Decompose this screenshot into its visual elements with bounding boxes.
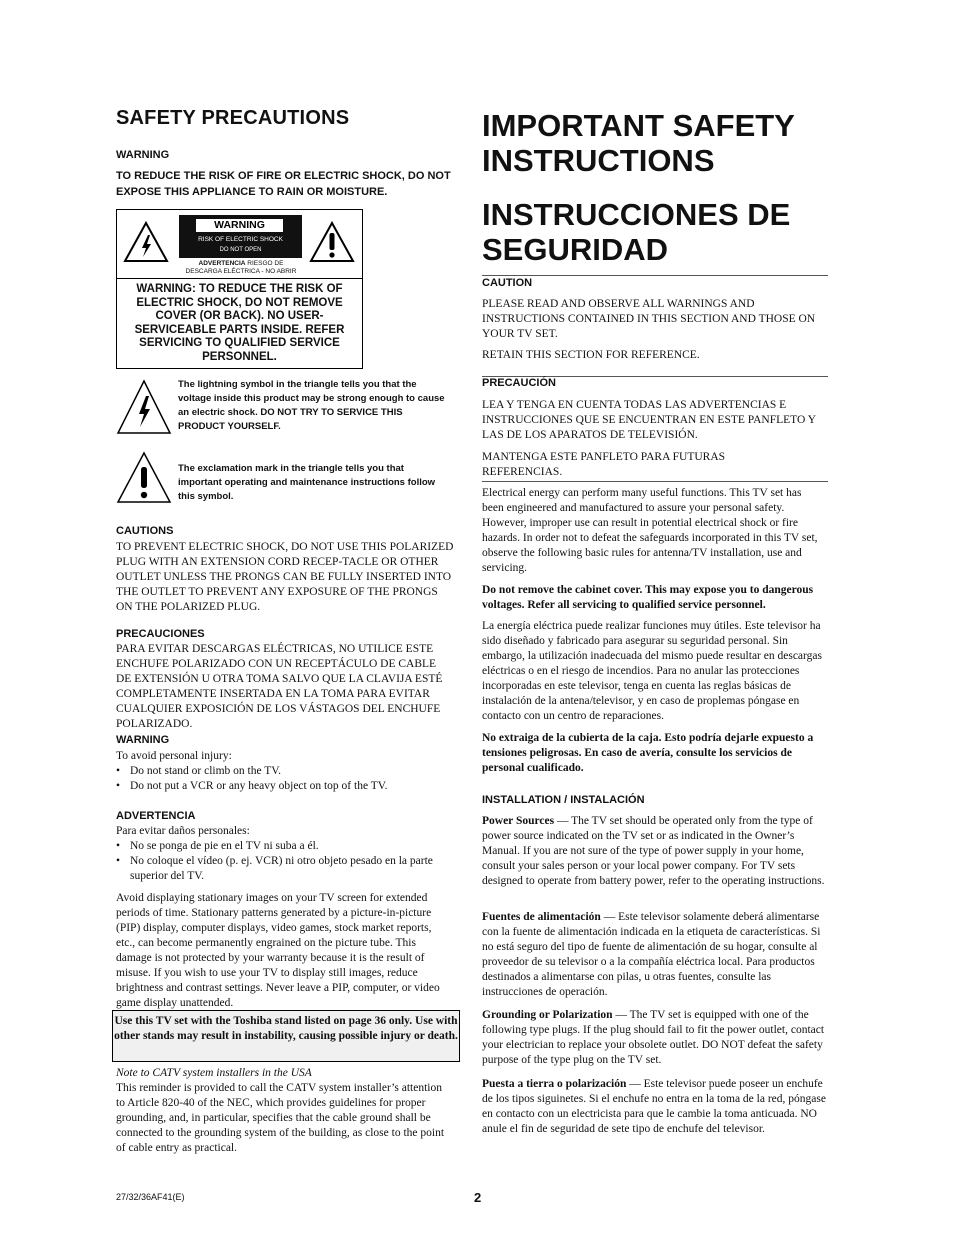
sticker-do-not-open: DO NOT OPEN bbox=[219, 247, 262, 253]
precaucion-label: PRECAUCIÓN bbox=[482, 377, 556, 389]
mantenga-text: MANTENGA ESTE PANFLETO PARA FUTURAS REFERENCIAS. bbox=[482, 451, 726, 478]
precauciones-label: PRECAUCIONES bbox=[116, 628, 205, 640]
cabinet-cover-warning: Do not remove the cabinet cover. This may expose you to dangerous voltages. Refer all servicing to qualified service personnel. bbox=[482, 584, 814, 611]
page-number: 2 bbox=[474, 1190, 482, 1205]
fuentes-title: Fuentes de alimentación bbox=[482, 911, 601, 923]
sticker-warning: WARNING bbox=[196, 219, 283, 232]
energia-electrica-text: La energía eléctrica puede realizar funciones muy útiles. Este televisor ha sido diseñado y fabricado para asegurar su seguridad personal. Sin embargo, la utilización inadecuada del mismo puede resultar en descargas eléctricas o en el riesgo de incendios. Para no anular las protecciones incorporadas en este televisor, tenga en cuenta las reglas básicas de instalación de la antena/televisor, y en caso de proplemas póngase en contacto con un centro de reparaciones. bbox=[482, 620, 822, 722]
exclamation-triangle-icon bbox=[309, 220, 355, 264]
power-sources-paragraph: Power Sources — The TV set should be operated only from the type of power source indicated on the TV set or as indicated in the Owner’s Manual. If you are not sure of the type of power supply in your home, consult your sales person or your local power company. For TV sets designed to operate from battery power, refer to the operating instructions. bbox=[482, 815, 825, 887]
section-heading-safety-precautions: SAFETY PRECAUTIONS bbox=[116, 107, 350, 129]
stand-notice-box: Use this TV set with the Toshiba stand listed on page 36 only. Use with other stands may result in instability, causing possible injury or death. bbox=[112, 1010, 460, 1062]
list-item: • Do not stand or climb on the TV. bbox=[116, 764, 456, 779]
catv-title: Note to CATV system installers in the USA bbox=[116, 1067, 312, 1079]
grounding-paragraph: Grounding or Polarization — The TV set is equipped with one of the following type plugs. If the plug should fail to fit the power outlet, contact your electrician to replace your obsolete outlet. DO NOT defeat the safety purpose of the type plug on the TV set. bbox=[482, 1009, 825, 1066]
installation-label: INSTALLATION / INSTALACIÓN bbox=[482, 794, 645, 806]
cautions-label: CAUTIONS bbox=[116, 525, 174, 537]
exclamation-triangle-icon bbox=[116, 450, 172, 505]
lightning-triangle-icon bbox=[123, 220, 169, 264]
retain-text: RETAIN THIS SECTION FOR REFERENCE. bbox=[482, 349, 700, 361]
list-item: • Do not put a VCR or any heavy object on top of the TV. bbox=[116, 779, 456, 794]
cubierta-caja-warning: No extraiga de la cubierta de la caja. Esto podría dejarle expuesto a tensiones peligrosas. En caso de avería, consulte los servicios de personal cualificado. bbox=[482, 732, 814, 774]
stationary-images-text: Avoid displaying stationary images on your TV screen for extended periods of time. Stationary patterns generated by a picture-in-picture (PIP) display, computer displays, video games, stock market reports, etc., can become permanently engrained on the picture tube. This damage is not protected by your warranty because it is the result of misuse. If you wish to use your TV to display still images, reduce brightness and contrast settings. Never leave a PIP, computer, or video game display unattended. bbox=[116, 892, 440, 1009]
page-title-spanish: INSTRUCCIONES DE SEGURIDAD bbox=[482, 197, 791, 267]
divider bbox=[482, 481, 828, 482]
lightning-note: The lightning symbol in the triangle tells you that the voltage inside this product may be strong enough to cause an electric shock. DO NOT TRY TO SERVICE THIS PRODUCT YOURSELF. bbox=[178, 379, 445, 432]
sticker-advertencia: ADVERTENCIA RIESGO DE DESCARGA ELÉCTRICA - NO ABRIR bbox=[185, 260, 297, 275]
warning-label-box bbox=[116, 209, 363, 369]
caution-text: PLEASE READ AND OBSERVE ALL WARNINGS AND INSTRUCTIONS CONTAINED IN THIS SECTION AND THOSE ON YOUR TV SET. bbox=[482, 298, 816, 340]
puesta-tierra-title: Puesta a tierra o polarización bbox=[482, 1078, 627, 1090]
puesta-tierra-paragraph: Puesta a tierra o polarización — Este televisor puede poseer un enchufe de los tipos siguinetes. Si el enchufe no entra en la toma de la red, póngase en contacto con un electricista para que le cambie la toma anticuada. NO anule el fin de seguridad de sete tipo de enchufe del televisor. bbox=[482, 1078, 826, 1135]
grounding-title: Grounding or Polarization bbox=[482, 1009, 613, 1021]
warning-label: WARNING bbox=[116, 149, 170, 161]
model-number: 27/32/36AF41(E) bbox=[116, 1192, 185, 1202]
divider bbox=[482, 275, 828, 276]
advertencia-label: ADVERTENCIA bbox=[116, 810, 196, 822]
catv-text: This reminder is provided to call the CATV system installer’s attention to Article 820-40 of the NEC, which provides guidelines for proper grounding, and, in particular, specifies that the cable ground shall be connected to the grounding system of the building, as close to the point of cable entry as practical. bbox=[116, 1082, 445, 1154]
power-sources-title: Power Sources bbox=[482, 815, 555, 827]
precauciones-text: PARA EVITAR DESCARGAS ELÉCTRICAS, NO UTILICE ESTE ENCHUFE POLARIZADO CON UN RECEPTÁCULO DE CABLE DE EXTENSIÓN U OTRA TOMA SALVO QUE LA CLAVIJA ESTÉ COMPLETAMENTE INSERTADA EN LA TOMA PARA EVITAR CUALQUIER EXPOSICIÓN DE LOS VÁSTAGOS DEL ENCHUFE POLARIZADO. bbox=[116, 643, 443, 730]
list-item: • No se ponga de pie en el TV ni suba a él. bbox=[116, 839, 456, 854]
advertencia-intro: Para evitar daños personales: bbox=[116, 825, 250, 837]
exclamation-note: The exclamation mark in the triangle tells you that important operating and maintenance instructions follow this symbol. bbox=[178, 463, 436, 502]
warning2-intro: To avoid personal injury: bbox=[116, 750, 232, 762]
list-item: • No coloque el vídeo (p. ej. VCR) ni otro objeto pesado en la parte superior del TV. bbox=[116, 854, 456, 884]
page-title-english: IMPORTANT SAFETY INSTRUCTIONS bbox=[482, 108, 795, 178]
advertencia-block bbox=[116, 824, 456, 884]
electrical-energy-text: Electrical energy can perform many useful functions. This TV set has been engineered and manufactured to assure your personal safety. However, improper use can result in potential electrical shock or fire hazards. In order not to defeat the safeguards incorporated in this TV set, observe the following basic rules for antenna/TV installation, use and servicing. bbox=[482, 487, 818, 574]
warning-sticker bbox=[179, 215, 302, 258]
lightning-triangle-icon bbox=[116, 378, 172, 436]
warning2-label: WARNING bbox=[116, 734, 170, 746]
sticker-risk: RISK OF ELECTRIC SHOCK bbox=[198, 236, 283, 243]
warning-text: TO REDUCE THE RISK OF FIRE OR ELECTRIC SHOCK, DO NOT EXPOSE THIS APPLIANCE TO RAIN OR MOISTURE. bbox=[116, 170, 451, 198]
precaucion-text: LEA Y TENGA EN CUENTA TODAS LAS ADVERTENCIAS E INSTRUCCIONES QUE SE ENCUENTRAN EN ESTE PANFLETO Y LAS DE LOS APARATOS DE TELEVISIÓN. bbox=[482, 399, 816, 441]
caution-label: CAUTION bbox=[482, 277, 533, 289]
warning2-block bbox=[116, 749, 456, 794]
label-box-message: WARNING: TO REDUCE THE RISK OF ELECTRIC SHOCK, DO NOT REMOVE COVER (OR BACK). NO USER-SERVICEABLE PARTS INSIDE. REFER SERVICING TO QUALIFIED SERVICE PERSONNEL. bbox=[134, 283, 345, 363]
cautions-text: TO PREVENT ELECTRIC SHOCK, DO NOT USE THIS POLARIZED PLUG WITH AN EXTENSION CORD RECEP-TACLE OR OTHER OUTLET UNLESS THE PRONGS CAN BE FULLY INSERTED INTO THE OUTLET TO PREVENT ANY EXPOSURE OF THE PRONGS ON THE POLARIZED PLUG. bbox=[116, 541, 454, 613]
fuentes-paragraph: Fuentes de alimentación — Este televisor solamente deberá alimentarse con la fuente de alimentación indicada en la etiqueta de características. Si no está seguro del tipo de fuente de alimentación de su hogar, consulte al proveedor de su televisor o a la compañía eléctrica local. Para productos destinados a alimentarse con pilas, u otras fuentes, consulte las instrucciones de operación. bbox=[482, 911, 821, 998]
